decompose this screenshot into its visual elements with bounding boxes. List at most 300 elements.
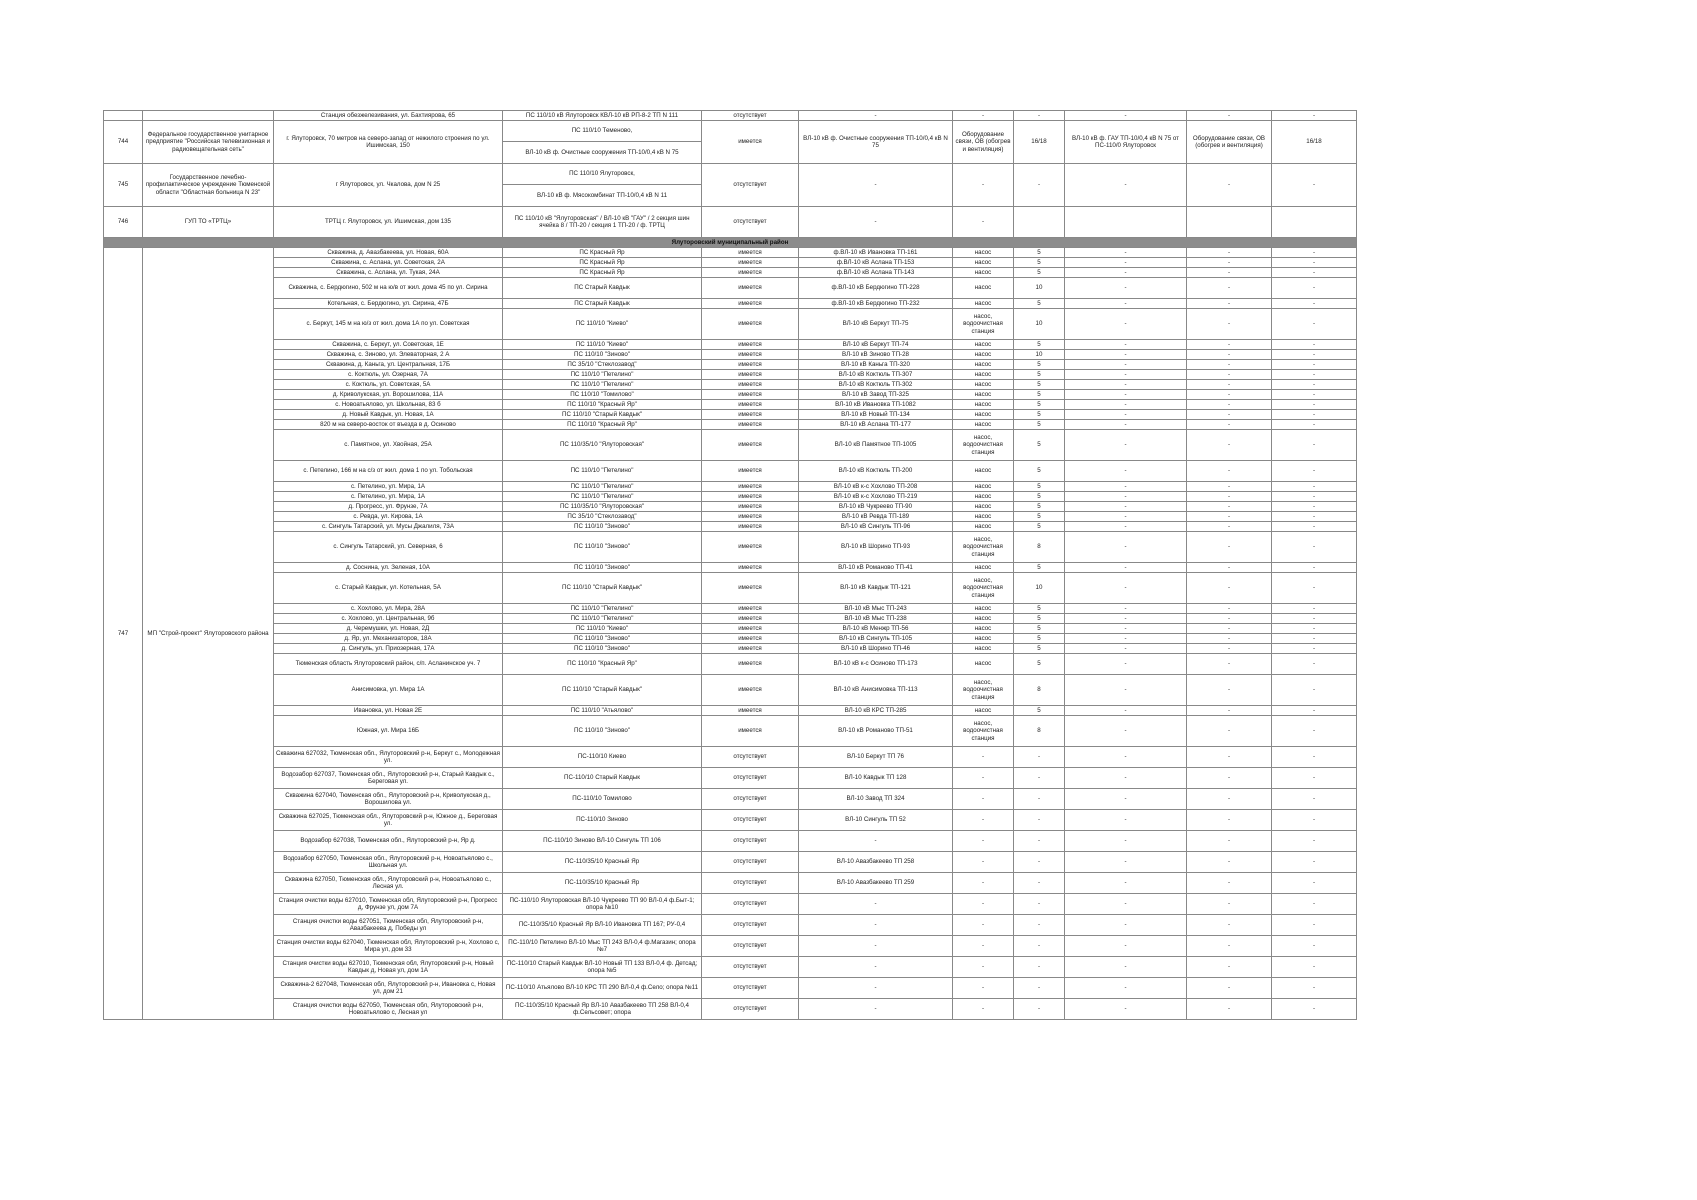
alt-category-cell: - bbox=[1272, 111, 1357, 121]
address-cell: д. Сингуль, ул. Приозерная, 17А bbox=[274, 644, 503, 654]
line-cell: ВЛ-10 кВ Чукреево ТП-90 bbox=[799, 502, 953, 512]
status-cell: имеется bbox=[702, 350, 799, 360]
table-row bbox=[104, 768, 1357, 789]
alt-category-cell: - bbox=[1272, 614, 1357, 624]
line-cell: ф.ВЛ-10 кВ Ивановка ТП-161 bbox=[799, 248, 953, 258]
alt-line-cell: - bbox=[1065, 430, 1187, 461]
substation-cell: ПС-110/10 Атьялово ВЛ-10 КРС ТП 290 ВЛ-0,4 ф.Село; опора №11 bbox=[503, 978, 702, 999]
table-row bbox=[104, 512, 1357, 522]
load-cell: насос bbox=[953, 420, 1014, 430]
status-cell: имеется bbox=[702, 512, 799, 522]
alt-category-cell: - bbox=[1272, 512, 1357, 522]
alt-category-cell: - bbox=[1272, 894, 1357, 915]
alt-load-cell: - bbox=[1187, 512, 1272, 522]
category-cell: 5 bbox=[1014, 512, 1065, 522]
table-row bbox=[104, 644, 1357, 654]
substation-cell: ПС-110/35/10 Красный Яр ВЛ-10 Авазбакеево ТП 258 ВЛ-0,4 ф.Сельсовет; опора bbox=[503, 999, 702, 1020]
alt-line-cell: - bbox=[1065, 768, 1187, 789]
alt-category-cell: - bbox=[1272, 502, 1357, 512]
line-cell: ВЛ-10 кВ Романово ТП-41 bbox=[799, 563, 953, 573]
substation-cell: ПС 110/10 "Томилово" bbox=[503, 390, 702, 400]
line-cell: ВЛ-10 Завод ТП 324 bbox=[799, 789, 953, 810]
address-cell: Скважина, с. Беркут, ул. Советская, 1Е bbox=[274, 340, 503, 350]
alt-load-cell: - bbox=[1187, 573, 1272, 604]
alt-category-cell: - bbox=[1272, 430, 1357, 461]
load-cell: - bbox=[953, 789, 1014, 810]
table-row bbox=[104, 915, 1357, 936]
address-cell: д. Соснина, ул. Зеленая, 10А bbox=[274, 563, 503, 573]
load-cell: насос bbox=[953, 604, 1014, 614]
alt-line-cell: - bbox=[1065, 831, 1187, 852]
alt-line-cell: - bbox=[1065, 873, 1187, 894]
address-cell: Скважина, д. Авазбакеева, ул. Новая, 60А bbox=[274, 248, 503, 258]
substation-cell: ПС 110/10 "Зиново" bbox=[503, 716, 702, 747]
table-row bbox=[104, 258, 1357, 268]
substation-cell: ПС 110/10 "Киево" bbox=[503, 340, 702, 350]
substation-cell: ПС-110/10 Зиново ВЛ-10 Сингуль ТП 106 bbox=[503, 831, 702, 852]
alt-load-cell: - bbox=[1187, 915, 1272, 936]
alt-category-cell: - bbox=[1272, 654, 1357, 675]
category-cell: 8 bbox=[1014, 716, 1065, 747]
alt-category-cell: - bbox=[1272, 706, 1357, 716]
alt-line-cell: - bbox=[1065, 410, 1187, 420]
load-cell: насос bbox=[953, 614, 1014, 624]
row-number: 747 bbox=[104, 248, 143, 1020]
alt-load-cell: - bbox=[1187, 370, 1272, 380]
alt-line-cell: - bbox=[1065, 258, 1187, 268]
load-cell: - bbox=[953, 768, 1014, 789]
address-cell: Скважина 627040, Тюменская обл., Ялуторовский р-н, Криволукская д., Ворошилова ул. bbox=[274, 789, 503, 810]
alt-load-cell: - bbox=[1187, 390, 1272, 400]
load-cell: насос bbox=[953, 390, 1014, 400]
address-cell: с. Коктюль, ул. Озерная, 7А bbox=[274, 370, 503, 380]
substation-cell: ПС-110/10 Ялуторовская ВЛ-10 Чукреево ТП 90 ВЛ-0,4 ф.Быт-1; опора №10 bbox=[503, 894, 702, 915]
substation-cell: ПС Красный Яр bbox=[503, 258, 702, 268]
status-cell: отсутствует bbox=[702, 936, 799, 957]
load-cell: - bbox=[953, 164, 1014, 207]
load-cell: насос bbox=[953, 410, 1014, 420]
alt-category-cell: - bbox=[1272, 461, 1357, 482]
status-cell: имеется bbox=[702, 604, 799, 614]
load-cell: Оборудование связи, ОВ (обогрев и вентиляция) bbox=[953, 121, 1014, 164]
line-cell: ВЛ-10 Беркут ТП 76 bbox=[799, 747, 953, 768]
row-number: 746 bbox=[104, 207, 143, 238]
table-row bbox=[104, 675, 1357, 706]
category-cell: - bbox=[1014, 789, 1065, 810]
alt-load-cell: Оборудование связи, ОВ (обогрев и вентиляция) bbox=[1187, 121, 1272, 164]
line-cell: ВЛ-10 кВ ф. Очистные сооружения ТП-10/0,4 кВ N 75 bbox=[799, 121, 953, 164]
alt-load-cell: - bbox=[1187, 430, 1272, 461]
alt-line-cell: - bbox=[1065, 915, 1187, 936]
status-cell: отсутствует bbox=[702, 999, 799, 1020]
category-cell: 5 bbox=[1014, 390, 1065, 400]
category-cell: 5 bbox=[1014, 410, 1065, 420]
address-cell: Скважина-2 627048, Тюменская обл, Ялуторовский р-н, Ивановка с, Новая ул, дом 21 bbox=[274, 978, 503, 999]
address-cell: Станция очистки воды 627050, Тюменская обл, Ялуторовский р-н, Новоатьялово с, Лесная ул bbox=[274, 999, 503, 1020]
alt-category-cell: - bbox=[1272, 350, 1357, 360]
alt-load-cell: - bbox=[1187, 747, 1272, 768]
substation-cell: ПС 110/10 Теменово, bbox=[503, 121, 702, 142]
status-cell: имеется bbox=[702, 299, 799, 309]
organization-cell: Государственное лечебно-профилактическое учреждение Тюменской области "Областная больница N 23" bbox=[143, 164, 274, 207]
load-cell: насос bbox=[953, 278, 1014, 299]
substation-cell: ПС 110/10 "Петелино" bbox=[503, 614, 702, 624]
category-cell: 5 bbox=[1014, 604, 1065, 614]
load-cell: насос, водоочистная станция bbox=[953, 716, 1014, 747]
substation-cell: ПС-110/10 Старый Кавдык ВЛ-10 Новый ТП 133 ВЛ-0,4 ф. Детсад; опора №5 bbox=[503, 957, 702, 978]
alt-load-cell: - bbox=[1187, 978, 1272, 999]
category-cell: 5 bbox=[1014, 482, 1065, 492]
alt-line-cell: - bbox=[1065, 461, 1187, 482]
alt-line-cell: - bbox=[1065, 573, 1187, 604]
alt-category-cell: - bbox=[1272, 604, 1357, 614]
line-cell: ВЛ-10 кВ Беркут ТП-75 bbox=[799, 309, 953, 340]
table-row bbox=[104, 121, 1357, 142]
category-cell: - bbox=[1014, 873, 1065, 894]
status-cell: имеется bbox=[702, 278, 799, 299]
table-row bbox=[104, 563, 1357, 573]
load-cell: насос bbox=[953, 461, 1014, 482]
address-cell: Станция очистки воды 627040, Тюменская обл, Ялуторовский р-н, Хохлово с, Мира ул, дом 33 bbox=[274, 936, 503, 957]
category-cell: - bbox=[1014, 164, 1065, 207]
line-cell: ВЛ-10 кВ Мыс ТП-243 bbox=[799, 604, 953, 614]
category-cell: 5 bbox=[1014, 340, 1065, 350]
alt-line-cell: - bbox=[1065, 706, 1187, 716]
alt-line-cell: - bbox=[1065, 164, 1187, 207]
table-row bbox=[104, 999, 1357, 1020]
alt-category-cell: - bbox=[1272, 299, 1357, 309]
load-cell: насос bbox=[953, 492, 1014, 502]
alt-line-cell: - bbox=[1065, 111, 1187, 121]
substation-cell: ПС 110/10 "Красный Яр" bbox=[503, 420, 702, 430]
category-cell: 5 bbox=[1014, 299, 1065, 309]
line-cell: ВЛ-10 кВ Романово ТП-51 bbox=[799, 716, 953, 747]
status-cell: отсутствует bbox=[702, 789, 799, 810]
line-cell: ВЛ-10 кВ к-с Хохлово ТП-208 bbox=[799, 482, 953, 492]
load-cell: - bbox=[953, 915, 1014, 936]
category-cell: - bbox=[1014, 831, 1065, 852]
alt-load-cell: - bbox=[1187, 614, 1272, 624]
address-cell: с. Коктюль, ул. Советская, 5А bbox=[274, 380, 503, 390]
alt-category-cell: - bbox=[1272, 340, 1357, 350]
status-cell: имеется bbox=[702, 573, 799, 604]
alt-category-cell: - bbox=[1272, 164, 1357, 207]
alt-category-cell: - bbox=[1272, 268, 1357, 278]
category-cell: 10 bbox=[1014, 309, 1065, 340]
substation-cell: ПС 110/10 кВ "Ялуторовская" / ВЛ-10 кВ "ГАУ" / 2 секция шин ячейка 8 / ТП-20 / секция 1 ТП-20 / ф. ТРТЦ bbox=[503, 207, 702, 238]
substation-cell: ПС-110/35/10 Красный Яр bbox=[503, 873, 702, 894]
alt-load-cell: - bbox=[1187, 492, 1272, 502]
address-cell: с. Сингуль Татарский, ул. Мусы Джалиля, 73А bbox=[274, 522, 503, 532]
table-row bbox=[104, 340, 1357, 350]
line-cell: ф.ВЛ-10 кВ Бердюгино ТП-232 bbox=[799, 299, 953, 309]
line-cell: ВЛ-10 кВ Шорино ТП-93 bbox=[799, 532, 953, 563]
status-cell: имеется bbox=[702, 644, 799, 654]
load-cell: насос bbox=[953, 522, 1014, 532]
load-cell: насос bbox=[953, 258, 1014, 268]
alt-line-cell: - bbox=[1065, 532, 1187, 563]
row-number: 744 bbox=[104, 121, 143, 164]
status-cell: имеется bbox=[702, 482, 799, 492]
load-cell: - bbox=[953, 978, 1014, 999]
line-cell: - bbox=[799, 831, 953, 852]
alt-category-cell bbox=[1272, 207, 1357, 238]
table-row bbox=[104, 573, 1357, 604]
substation-cell: ПС 110/10 кВ Ялуторовск КВЛ-10 кВ РП-8-2 ТП N 111 bbox=[503, 111, 702, 121]
line-cell: ВЛ-10 Авазбакеево ТП 259 bbox=[799, 873, 953, 894]
alt-category-cell: - bbox=[1272, 360, 1357, 370]
category-cell: 5 bbox=[1014, 268, 1065, 278]
alt-load-cell: - bbox=[1187, 400, 1272, 410]
line-cell: ВЛ-10 кВ Беркут ТП-74 bbox=[799, 340, 953, 350]
alt-line-cell: - bbox=[1065, 716, 1187, 747]
status-cell: отсутствует bbox=[702, 111, 799, 121]
table-row bbox=[104, 831, 1357, 852]
alt-load-cell: - bbox=[1187, 957, 1272, 978]
substation-cell: ПС Старый Кавдык bbox=[503, 278, 702, 299]
status-cell: имеется bbox=[702, 461, 799, 482]
alt-load-cell: - bbox=[1187, 852, 1272, 873]
alt-load-cell: - bbox=[1187, 350, 1272, 360]
table-row bbox=[104, 309, 1357, 340]
load-cell: насос bbox=[953, 482, 1014, 492]
status-cell: имеется bbox=[702, 563, 799, 573]
status-cell: имеется bbox=[702, 522, 799, 532]
substation-cell: ПС 110/35/10 "Ялуторовская" bbox=[503, 430, 702, 461]
alt-category-cell: - bbox=[1272, 258, 1357, 268]
status-cell: имеется bbox=[702, 340, 799, 350]
table-row bbox=[104, 410, 1357, 420]
line-cell: ВЛ-10 кВ Коктюль ТП-307 bbox=[799, 370, 953, 380]
alt-load-cell: - bbox=[1187, 675, 1272, 706]
row-number bbox=[104, 111, 143, 121]
category-cell: 5 bbox=[1014, 492, 1065, 502]
status-cell: отсутствует bbox=[702, 894, 799, 915]
status-cell: отсутствует bbox=[702, 915, 799, 936]
alt-line-cell: - bbox=[1065, 936, 1187, 957]
table-row bbox=[104, 164, 1357, 185]
category-cell: 16/18 bbox=[1014, 121, 1065, 164]
category-cell: - bbox=[1014, 894, 1065, 915]
alt-category-cell: - bbox=[1272, 915, 1357, 936]
line-cell: ВЛ-10 кВ Ивановка ТП-1082 bbox=[799, 400, 953, 410]
status-cell: имеется bbox=[702, 654, 799, 675]
table-row bbox=[104, 248, 1357, 258]
alt-line-cell: - bbox=[1065, 675, 1187, 706]
status-cell: имеется bbox=[702, 380, 799, 390]
alt-load-cell: - bbox=[1187, 634, 1272, 644]
substation-cell: ПС 110/10 "Старый Кавдык" bbox=[503, 573, 702, 604]
status-cell: отсутствует bbox=[702, 768, 799, 789]
alt-line-cell: - bbox=[1065, 420, 1187, 430]
table-row bbox=[104, 873, 1357, 894]
address-cell: Станция очистки воды 627010, Тюменская обл, Ялуторовский р-н, Прогресс д, Фрунзе ул, дом 7А bbox=[274, 894, 503, 915]
status-cell: имеется bbox=[702, 502, 799, 512]
status-cell: отсутствует bbox=[702, 852, 799, 873]
alt-line-cell: - bbox=[1065, 340, 1187, 350]
line-cell: ВЛ-10 Авазбакеево ТП 258 bbox=[799, 852, 953, 873]
alt-load-cell: - bbox=[1187, 706, 1272, 716]
address-cell: Скважина 627025, Тюменская обл., Ялуторовский р-н, Южное д., Береговая ул. bbox=[274, 810, 503, 831]
substation-cell: ПС 110/10 "Петелино" bbox=[503, 482, 702, 492]
table-row bbox=[104, 430, 1357, 461]
alt-load-cell: - bbox=[1187, 268, 1272, 278]
substation-cell: ПС 110/10 "Зиново" bbox=[503, 563, 702, 573]
line-cell: - bbox=[799, 957, 953, 978]
alt-load-cell: - bbox=[1187, 563, 1272, 573]
substation-cell: ПС 110/10 "Петелино" bbox=[503, 461, 702, 482]
alt-load-cell: - bbox=[1187, 258, 1272, 268]
table-row bbox=[104, 957, 1357, 978]
status-cell: отсутствует bbox=[702, 873, 799, 894]
alt-category-cell: - bbox=[1272, 380, 1357, 390]
alt-load-cell: - bbox=[1187, 873, 1272, 894]
substation-cell: ПС 110/10 "Старый Кавдык" bbox=[503, 410, 702, 420]
table-row bbox=[104, 810, 1357, 831]
substation-cell: ПС-110/10 Зиново bbox=[503, 810, 702, 831]
alt-line-cell: - bbox=[1065, 810, 1187, 831]
table-row bbox=[104, 482, 1357, 492]
table-row bbox=[104, 299, 1357, 309]
alt-load-cell: - bbox=[1187, 624, 1272, 634]
line-cell: ВЛ-10 кВ Коктюль ТП-302 bbox=[799, 380, 953, 390]
table-row bbox=[104, 716, 1357, 747]
load-cell: - bbox=[953, 852, 1014, 873]
load-cell: насос bbox=[953, 370, 1014, 380]
table-row bbox=[104, 400, 1357, 410]
alt-line-cell: - bbox=[1065, 894, 1187, 915]
line-cell: ВЛ-10 Сингуль ТП 52 bbox=[799, 810, 953, 831]
address-cell: с. Петелино, ул. Мира, 1А bbox=[274, 492, 503, 502]
alt-category-cell: - bbox=[1272, 768, 1357, 789]
category-cell: 5 bbox=[1014, 400, 1065, 410]
address-cell: Котельная, с. Бердюгино, ул. Сирина, 47Б bbox=[274, 299, 503, 309]
table-row bbox=[104, 380, 1357, 390]
alt-load-cell: - bbox=[1187, 502, 1272, 512]
status-cell: отсутствует bbox=[702, 978, 799, 999]
table-row bbox=[104, 614, 1357, 624]
status-cell: отсутствует bbox=[702, 831, 799, 852]
status-cell: имеется bbox=[702, 634, 799, 644]
load-cell: - bbox=[953, 957, 1014, 978]
address-cell: Скважина, с. Аслана, ул. Тукая, 24А bbox=[274, 268, 503, 278]
category-cell: 10 bbox=[1014, 278, 1065, 299]
alt-load-cell: - bbox=[1187, 420, 1272, 430]
load-cell: насос bbox=[953, 654, 1014, 675]
address-cell: д. Криволукская, ул. Ворошилова, 11А bbox=[274, 390, 503, 400]
substation-cell: ПС Старый Кавдык bbox=[503, 299, 702, 309]
category-cell: 5 bbox=[1014, 360, 1065, 370]
alt-category-cell: - bbox=[1272, 492, 1357, 502]
address-cell: Скважина, д. Каньга, ул. Центральная, 17Б bbox=[274, 360, 503, 370]
load-cell: насос, водоочистная станция bbox=[953, 532, 1014, 563]
alt-load-cell: - bbox=[1187, 461, 1272, 482]
category-cell: - bbox=[1014, 915, 1065, 936]
category-cell: 5 bbox=[1014, 430, 1065, 461]
alt-line-cell: - bbox=[1065, 492, 1187, 502]
status-cell: имеется bbox=[702, 614, 799, 624]
alt-load-cell: - bbox=[1187, 309, 1272, 340]
line-cell: - bbox=[799, 936, 953, 957]
load-cell: насос, водоочистная станция bbox=[953, 675, 1014, 706]
substation-cell: ПС Красный Яр bbox=[503, 268, 702, 278]
load-cell: насос bbox=[953, 299, 1014, 309]
status-cell: имеется bbox=[702, 430, 799, 461]
category-cell: 5 bbox=[1014, 634, 1065, 644]
alt-load-cell: - bbox=[1187, 340, 1272, 350]
table-row bbox=[104, 420, 1357, 430]
address-cell: с. Старый Кавдык, ул. Котельная, 5А bbox=[274, 573, 503, 604]
address-cell: Скважина, с. Аслана, ул. Советская, 2А bbox=[274, 258, 503, 268]
category-cell: 5 bbox=[1014, 706, 1065, 716]
alt-category-cell: - bbox=[1272, 563, 1357, 573]
address-cell: Скважина 627032, Тюменская обл., Ялуторовский р-н, Беркут с., Молодежная ул. bbox=[274, 747, 503, 768]
substation-cell: ПС 110/10 "Зиново" bbox=[503, 532, 702, 563]
load-cell: насос, водоочистная станция bbox=[953, 573, 1014, 604]
status-cell: имеется bbox=[702, 624, 799, 634]
category-cell: - bbox=[1014, 768, 1065, 789]
address-cell: с. Петелино, 166 м на с/з от жил. дома 1 по ул. Тобольская bbox=[274, 461, 503, 482]
substation-cell: ПС 110/10 "Зиново" bbox=[503, 522, 702, 532]
category-cell: 5 bbox=[1014, 370, 1065, 380]
alt-load-cell: - bbox=[1187, 532, 1272, 563]
alt-line-cell: - bbox=[1065, 789, 1187, 810]
substation-cell: ПС 110/10 "Киево" bbox=[503, 309, 702, 340]
substation-cell: ПС-110/10 Старый Кавдык bbox=[503, 768, 702, 789]
address-cell: д. Яр, ул. Механизаторов, 18А bbox=[274, 634, 503, 644]
table-row bbox=[104, 624, 1357, 634]
category-cell: - bbox=[1014, 747, 1065, 768]
alt-load-cell: - bbox=[1187, 111, 1272, 121]
load-cell: - bbox=[953, 747, 1014, 768]
category-cell: 10 bbox=[1014, 573, 1065, 604]
alt-line-cell: - bbox=[1065, 390, 1187, 400]
address-cell: 820 м на северо-восток от въезда в д. Осиново bbox=[274, 420, 503, 430]
category-cell: - bbox=[1014, 852, 1065, 873]
alt-load-cell: - bbox=[1187, 810, 1272, 831]
alt-load-cell: - bbox=[1187, 410, 1272, 420]
table-row bbox=[104, 522, 1357, 532]
category-cell: 10 bbox=[1014, 350, 1065, 360]
category-cell: 8 bbox=[1014, 532, 1065, 563]
table-row bbox=[104, 654, 1357, 675]
status-cell: имеется bbox=[702, 410, 799, 420]
alt-load-cell: - bbox=[1187, 716, 1272, 747]
address-cell: Водозабор 627037, Тюменская обл., Ялуторовский р-н, Старый Кавдык с., Береговая ул. bbox=[274, 768, 503, 789]
table-row bbox=[104, 936, 1357, 957]
section-title: Ялуторовский муниципальный район bbox=[104, 238, 1357, 248]
table-row bbox=[104, 634, 1357, 644]
substation-cell: ПС-110/10 Томилово bbox=[503, 789, 702, 810]
line-cell: ВЛ-10 Кавдык ТП 128 bbox=[799, 768, 953, 789]
category-cell: 5 bbox=[1014, 258, 1065, 268]
alt-load-cell: - bbox=[1187, 380, 1272, 390]
alt-line-cell: - bbox=[1065, 380, 1187, 390]
status-cell: имеется bbox=[702, 706, 799, 716]
address-cell: Станция обезжелезивания, ул. Бахтиярова, 65 bbox=[274, 111, 503, 121]
load-cell: - bbox=[953, 999, 1014, 1020]
load-cell: насос bbox=[953, 268, 1014, 278]
load-cell: - bbox=[953, 831, 1014, 852]
load-cell: насос, водоочистная станция bbox=[953, 309, 1014, 340]
alt-category-cell: - bbox=[1272, 644, 1357, 654]
address-cell: Ивановка, ул. Новая 2Е bbox=[274, 706, 503, 716]
load-cell: - bbox=[953, 207, 1014, 238]
alt-line-cell bbox=[1065, 207, 1187, 238]
line-cell: - bbox=[799, 978, 953, 999]
alt-load-cell: - bbox=[1187, 768, 1272, 789]
table-row bbox=[104, 111, 1357, 121]
